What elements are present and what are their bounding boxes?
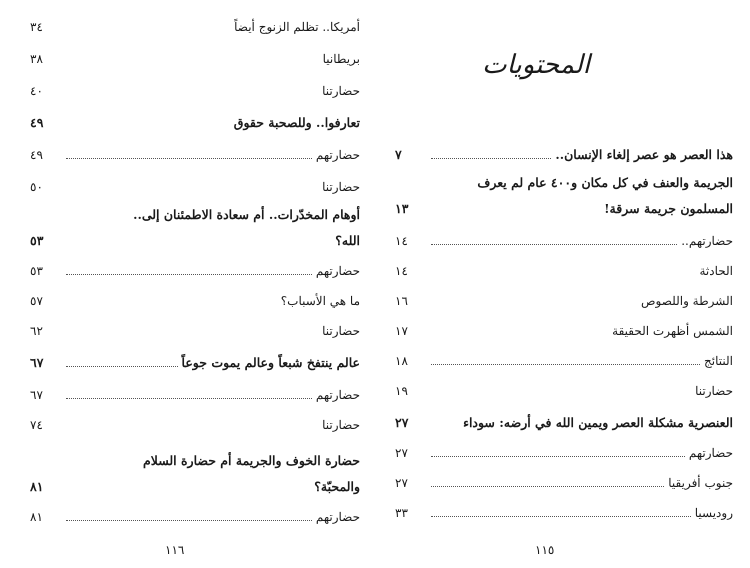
toc-entry-title: روديسيا	[694, 506, 733, 520]
toc-entry-page-number: ٦٢	[30, 324, 43, 338]
toc-entry	[395, 146, 733, 164]
toc-entry-page-number: ١٤	[395, 264, 408, 278]
toc-entry-page-number: ٤٩	[30, 115, 44, 130]
toc-entry-title: الحادثة	[699, 264, 733, 278]
toc-entry	[395, 504, 733, 522]
toc-entry-title: حضارتهم	[688, 446, 733, 460]
dot-leader	[66, 520, 312, 521]
toc-entry-title: والمحبّة؟	[314, 479, 360, 494]
dot-leader	[66, 398, 312, 399]
toc-entry	[395, 352, 733, 370]
toc-entry-page-number: ٢٧	[395, 415, 409, 430]
toc-entry-page-number: ٥٣	[30, 233, 44, 248]
toc-entry-title: حضارتهم	[315, 148, 360, 162]
toc-entry-title: العنصرية مشكلة العصر ويمين الله في أرضه: سوداء	[463, 415, 733, 430]
toc-entry	[30, 386, 360, 404]
toc-entry	[30, 478, 360, 496]
toc-entry-page-number: ٧	[395, 147, 402, 162]
right-page-number: ١١٥	[535, 543, 555, 557]
toc-entry	[30, 50, 360, 68]
toc-entry	[395, 200, 733, 218]
toc-entry-page-number: ٧٤	[30, 418, 43, 432]
toc-entry-title: حضارتنا	[322, 324, 360, 338]
toc-entry	[30, 416, 360, 434]
toc-entry-title: الشمس أظهرت الحقيقة	[612, 324, 733, 338]
dot-leader	[431, 158, 551, 159]
toc-entry	[395, 262, 733, 280]
toc-entry-page-number: ١٣	[395, 201, 409, 216]
toc-entry-page-number: ٣٨	[30, 52, 43, 66]
toc-entry-page-number: ٥٧	[30, 294, 43, 308]
toc-entry-page-number: ٤٩	[30, 148, 43, 162]
toc-entry-title: حضارتهم	[315, 388, 360, 402]
toc-entry	[30, 178, 360, 196]
toc-entry	[395, 474, 733, 492]
toc-entry-title: عالم ينتفخ شبعاً وعالم يموت جوعاً	[181, 355, 360, 370]
toc-entry-title: بريطانيا	[322, 52, 360, 66]
toc-entry-title: حضارتهم..	[681, 234, 733, 248]
toc-entry-page-number: ٨١	[30, 510, 43, 524]
toc-entry-page-number: ١٧	[395, 324, 408, 338]
dot-leader	[66, 158, 312, 159]
toc-entry-title: حضارة الخوف والجريمة أم حضارة السلام	[143, 453, 360, 468]
toc-entry	[395, 414, 733, 432]
toc-entry-title: أوهام المخدّرات.. أم سعادة الاطمئنان إلى..	[133, 207, 360, 222]
toc-entry-page-number: ٢٧	[395, 476, 408, 490]
toc-entry-title: حضارتهم	[315, 510, 360, 524]
toc-entry-page-number: ٦٧	[30, 388, 43, 402]
toc-entry-page-number: ٤٠	[30, 84, 43, 98]
toc-entry	[30, 82, 360, 100]
toc-entry-title: حضارتنا	[322, 418, 360, 432]
toc-entry-page-number: ١٦	[395, 294, 408, 308]
toc-entry	[30, 292, 360, 310]
dot-leader	[66, 366, 178, 367]
toc-entry-title: حضارتنا	[322, 84, 360, 98]
dot-leader	[431, 456, 685, 457]
toc-entry-title: جنوب أفريقيا	[668, 476, 733, 490]
dot-leader	[66, 274, 312, 275]
toc-entry-page-number: ٥٣	[30, 264, 43, 278]
toc-entry	[30, 114, 360, 132]
dot-leader	[431, 516, 691, 517]
toc-entry	[395, 232, 733, 250]
dot-leader	[431, 244, 677, 245]
toc-entry	[30, 354, 360, 372]
toc-entry-title: الشرطة واللصوص	[641, 294, 733, 308]
toc-entry-title: النتائج	[704, 354, 733, 368]
toc-entry-page-number: ١٨	[395, 354, 408, 368]
toc-entry-title: المسلمون جريمة سرقة!	[604, 201, 733, 216]
contents-heading: المحتويات	[482, 50, 590, 80]
toc-entry	[395, 322, 733, 340]
toc-entry	[30, 452, 360, 470]
toc-entry-page-number: ٢٧	[395, 446, 408, 460]
toc-entry	[30, 232, 360, 250]
toc-entry-page-number: ١٩	[395, 384, 408, 398]
toc-entry-page-number: ٥٠	[30, 180, 43, 194]
toc-entry-page-number: ٦٧	[30, 355, 44, 370]
toc-entry-title: الجريمة والعنف في كل مكان و٤٠٠ عام لم يعرف	[477, 175, 733, 190]
left-page-number: ١١٦	[165, 543, 185, 557]
toc-entry	[395, 174, 733, 192]
right-page	[375, 0, 750, 568]
toc-entry-title: الله؟	[335, 233, 360, 248]
toc-entry-title: حضارتنا	[322, 180, 360, 194]
toc-entry-page-number: ٨١	[30, 479, 44, 494]
toc-entry-page-number: ٣٣	[395, 506, 408, 520]
toc-entry	[395, 444, 733, 462]
toc-entry-title: ما هي الأسباب؟	[280, 294, 360, 308]
dot-leader	[431, 364, 700, 365]
toc-entry	[395, 292, 733, 310]
toc-entry-title: هذا العصر هو عصر إلغاء الإنسان..	[555, 147, 733, 162]
toc-entry	[30, 508, 360, 526]
toc-entry	[30, 146, 360, 164]
toc-entry-title: أمريكا.. تظلم الزنوج أيضاً	[234, 20, 360, 34]
toc-entry-title: حضارتنا	[695, 384, 733, 398]
toc-entry-page-number: ٣٤	[30, 20, 43, 34]
toc-entry	[30, 206, 360, 224]
toc-entry	[30, 18, 360, 36]
toc-entry-title: حضارتهم	[315, 264, 360, 278]
toc-entry	[30, 322, 360, 340]
dot-leader	[431, 486, 664, 487]
toc-entry-page-number: ١٤	[395, 234, 408, 248]
toc-entry	[395, 382, 733, 400]
toc-entry	[30, 262, 360, 280]
toc-entry-title: تعارفوا.. وللصحبة حقوق	[233, 115, 360, 130]
